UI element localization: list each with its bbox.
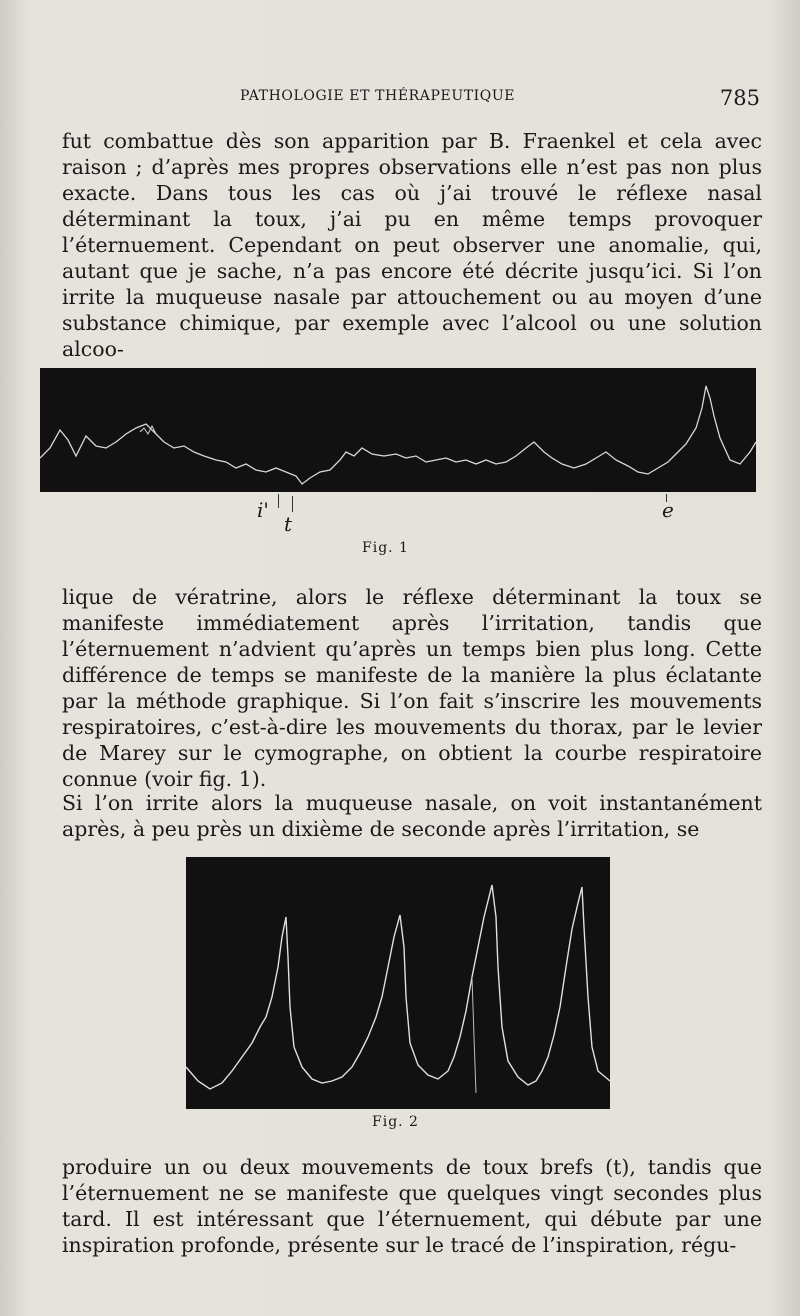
figure-2-curve — [186, 857, 610, 1109]
paragraph-1: fut combattue dès son apparition par B. Fraenkel et cela avec raison ; d’après mes propres observations elle n’est pas non plus exacte. Dans tous les cas où j’ai trouvé le réflexe nasal déterminant la toux, j’ai pu en même temps provoquer l’éternuement. Cependant on peut observer une anomalie, qui, autant que je sache, n’a pas encore été décrite jusqu’ici. Si l’on irrite la muqueuse nasale par attouchement ou au moyen d’une substance chimique, par exemple avec l’alcool ou une solution alcoo- — [62, 129, 762, 361]
paragraph-4: produire un ou deux mouvements de toux brefs (t), tandis que l’éternuement ne se manifeste que quelques vingt secondes plus tard. Il est intéressant que l’éternuement, qui débute par une inspiration profonde, présente sur le tracé de l’inspiration, régu- — [62, 1155, 762, 1257]
stimulus-tick-i — [278, 494, 279, 508]
figure-2-cough-trace — [186, 857, 610, 1109]
figure-2-caption: Fig. 2 — [372, 1114, 419, 1130]
figure-1-label-e: e — [662, 498, 674, 522]
figure-1-label-t: t — [284, 512, 293, 536]
figure-1-caption: Fig. 1 — [362, 540, 409, 556]
figure-1-respiratory-trace — [40, 368, 756, 492]
page-number: 785 — [719, 86, 760, 110]
running-head — [60, 88, 760, 112]
stimulus-tick-t — [292, 496, 293, 512]
paragraph-3: Si l’on irrite alors la muqueuse nasale, on voit instantanément après, à peu près un dixième de seconde après l’irritation, se — [62, 791, 762, 841]
running-title: PATHOLOGIE ET THÉRAPEUTIQUE — [240, 88, 516, 104]
figure-1-curve — [40, 368, 756, 492]
paragraph-2: lique de vératrine, alors le réflexe déterminant la toux se manifeste immédiatement après l’irritation, tandis que l’éternuement n’advient qu’après un temps bien plus long. Cette différence de temps se manifeste de la manière la plus éclatante par la méthode graphique. Si l’on fait s’inscrire les mouvements respiratoires, c’est-à-dire les mouvements du thorax, par le levier de Marey sur le cymographe, on obtient la courbe respiratoire connue (voir fig. 1). — [62, 585, 762, 791]
figure-1-label-i-prime: i' — [257, 498, 269, 522]
